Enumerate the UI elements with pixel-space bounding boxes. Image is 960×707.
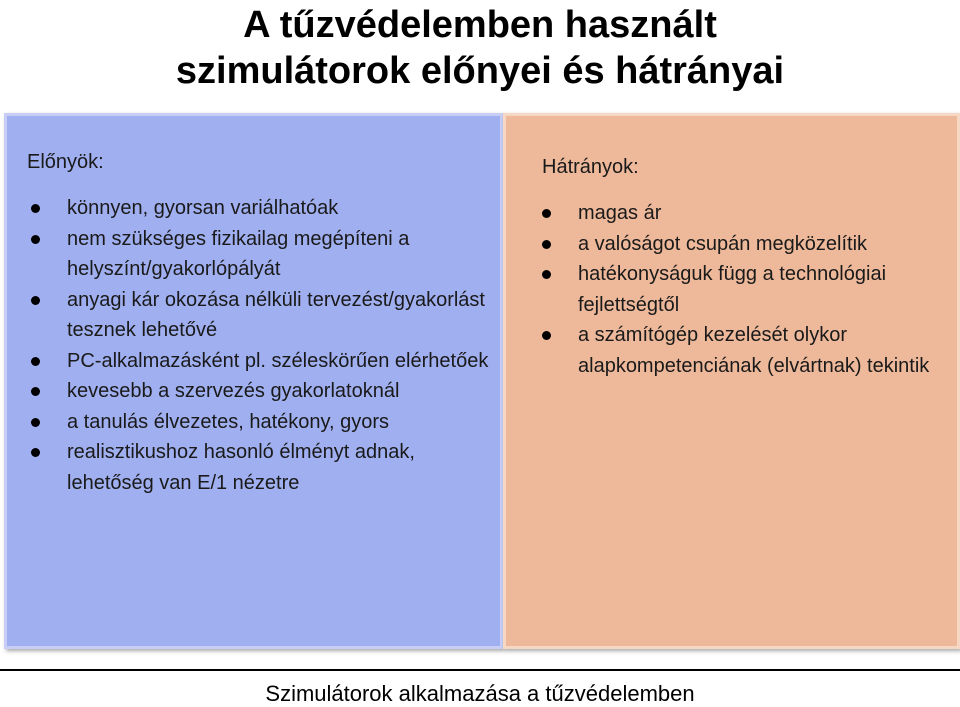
bullet-icon <box>542 270 551 279</box>
list-item <box>31 407 501 438</box>
list-item <box>31 285 501 346</box>
disadvantages-panel <box>503 113 960 649</box>
list-item-text: a tanulás élvezetes, hatékony, gyors <box>67 410 390 433</box>
list-item <box>542 320 960 381</box>
bullet-icon <box>31 296 40 305</box>
list-item <box>542 259 960 320</box>
list-item <box>31 437 501 498</box>
bullet-icon <box>542 209 551 218</box>
disadvantages-heading: Hátrányok: <box>542 156 639 178</box>
slide-title-line-1: A tűzvédelemben használt <box>243 4 717 46</box>
advantages-heading: Előnyök: <box>27 151 104 173</box>
bullet-icon <box>31 204 40 213</box>
slide-title <box>0 0 960 94</box>
list-item-text: kevesebb a szervezés gyakorlatoknál <box>67 380 400 402</box>
footer-caption: Szimulátorok alkalmazása a tűzvédelemben <box>265 681 695 706</box>
slide-title-line-2: szimulátorok előnyei és hátrányai <box>175 50 785 92</box>
list-item <box>542 198 960 229</box>
advantages-panel <box>4 113 503 649</box>
list-item-text: magas ár <box>578 202 662 224</box>
list-item-text: realisztikushoz hasonló élményt adnak, lehetőség van E/1 nézetre <box>67 441 415 494</box>
bullet-icon <box>31 357 40 366</box>
list-item <box>31 376 501 407</box>
list-item <box>542 229 960 260</box>
list-item <box>31 346 501 377</box>
list-item-text: könnyen, gyorsan variálhatóak <box>67 197 339 219</box>
bullet-icon <box>31 418 40 427</box>
disadvantages-list <box>542 198 960 381</box>
bullet-icon <box>31 448 40 457</box>
list-item-text: hatékonyságuk függ a technológiai fejlettségtől <box>578 263 887 316</box>
bullet-icon <box>542 331 551 340</box>
list-item-text: PC-alkalmazásként pl. széleskörűen elérhetőek <box>67 349 489 372</box>
bullet-icon <box>31 387 40 396</box>
list-item-text: anyagi kár okozása nélküli tervezést/gyakorlást tesznek lehetővé <box>67 288 485 341</box>
list-item <box>31 224 501 285</box>
bullet-icon <box>31 235 40 244</box>
bullet-icon <box>542 240 551 249</box>
list-item <box>31 193 501 224</box>
list-item-text: a valóságot csupán megközelítik <box>578 232 868 255</box>
list-item-text: nem szükséges fizikailag megépíteni a helyszínt/gyakorlópályát <box>67 227 410 280</box>
list-item-text: a számítógép kezelését olykor alapkompetenciának (elvártnak) tekintik <box>578 324 930 377</box>
footer-divider <box>0 669 960 671</box>
advantages-list <box>31 193 501 498</box>
